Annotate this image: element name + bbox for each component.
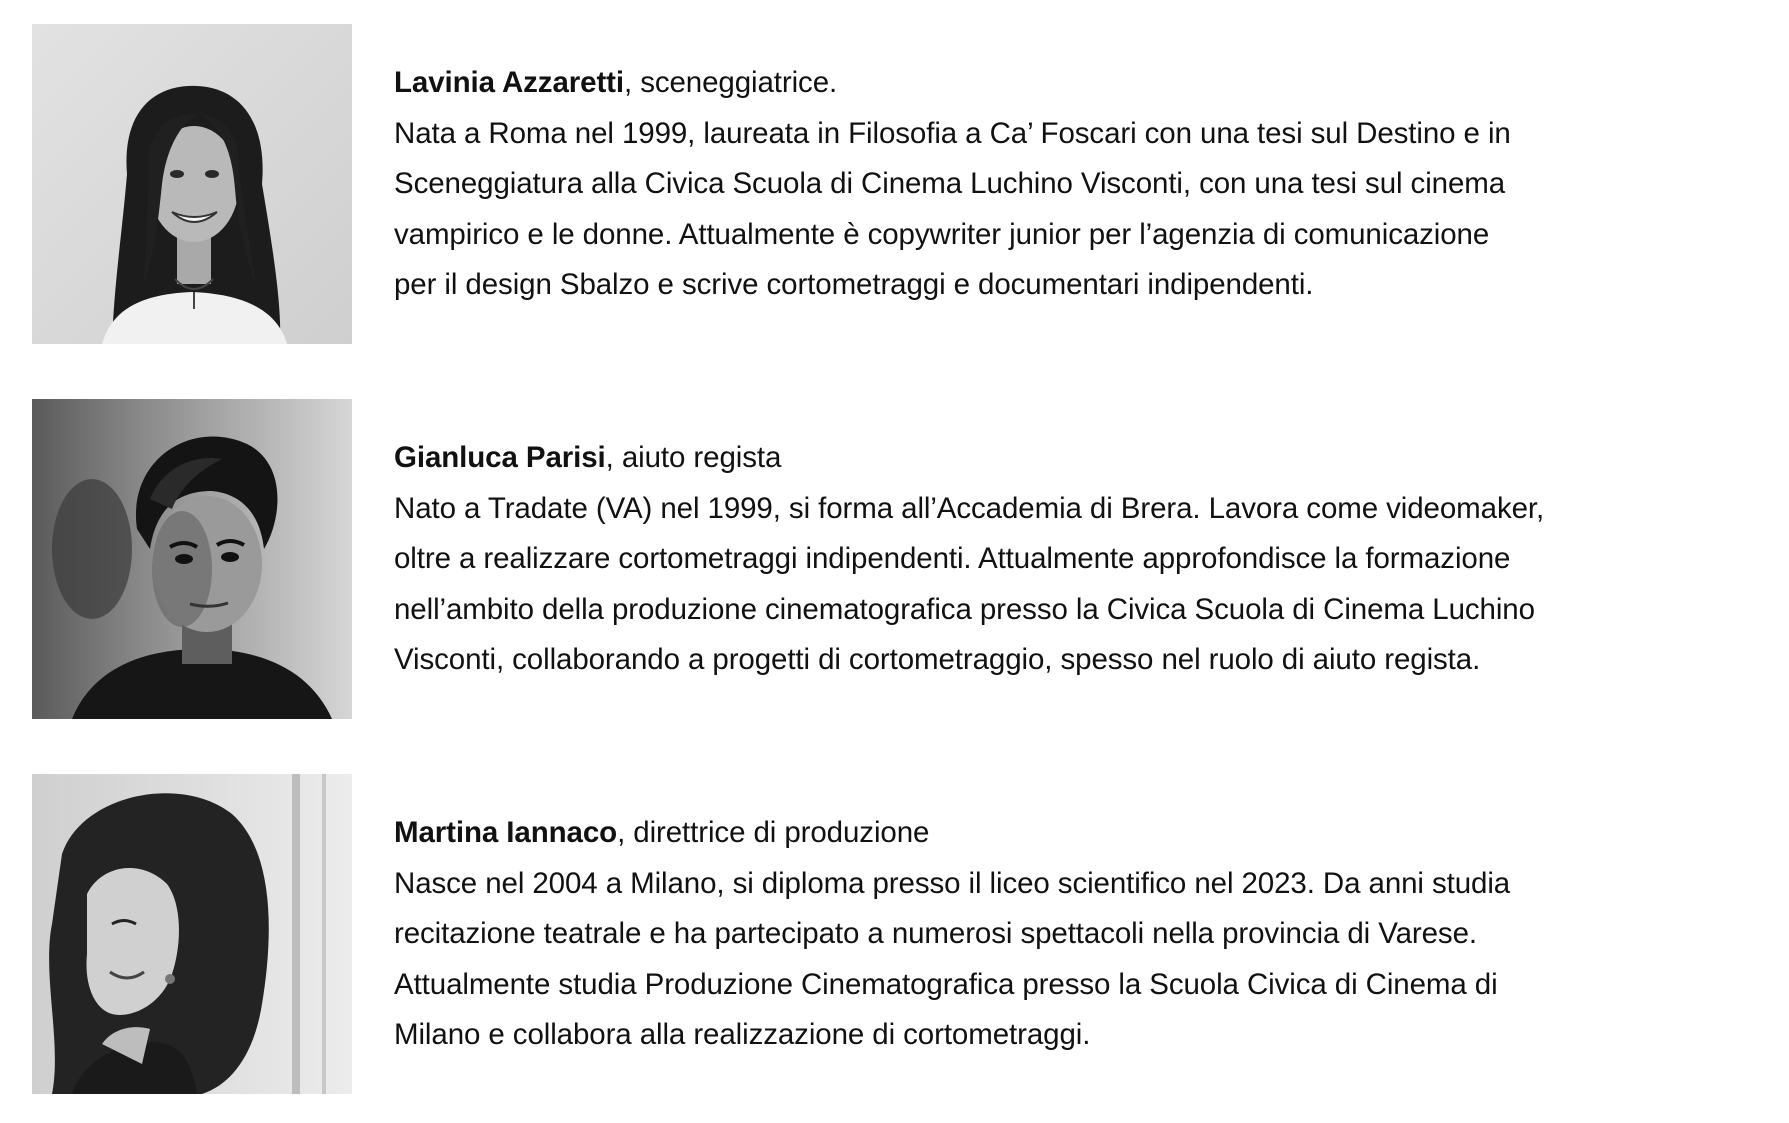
bio-line: Visconti, collaborando a progetti di cortometraggio, spesso nel ruolo di aiuto regista. [394,643,1481,676]
bio-martina-iannaco [32,774,1732,1094]
bio-line: oltre a realizzare cortometraggi indipendenti. Attualmente approfondisce la formazione [394,542,1511,575]
bio-line: Nata a Roma nel 1999, laureata in Filosofia a Ca’ Foscari con una tesi sul Destino e in [394,116,1511,150]
person-role: , aiuto regista [605,441,782,474]
person-name: Lavinia Azzaretti [394,66,624,99]
bio-line: Nasce nel 2004 a Milano, si diploma presso il liceo scientifico nel 2023. Da anni studia [394,866,1511,900]
bio-line: Attualmente studia Produzione Cinematografica presso la Scuola Civica di Cinema di [394,967,1498,1001]
person-name: Martina Iannaco [394,816,618,849]
bio-lavinia-azzaretti [32,24,1732,344]
bio-text-lavinia [394,58,1724,311]
bio-line: vampirico e le donne. Attualmente è copywriter junior per l’agenzia di comunicazione [394,217,1490,251]
portrait-photo-martina [32,774,352,1094]
portrait-photo-lavinia [32,24,352,344]
bio-line: recitazione teatrale e ha partecipato a numerosi spettacoli nella provincia di Varese. [394,917,1477,950]
bio-gianluca-parisi [32,399,1732,719]
bio-line: Sceneggiatura alla Civica Scuola di Cinema Luchino Visconti, con una tesi sul cinema [394,167,1506,200]
bio-line: nell’ambito della produzione cinematografica presso la Civica Scuola di Cinema Luchino [394,592,1535,626]
bio-heading [394,58,1724,109]
portrait-photo-gianluca [32,399,352,719]
person-role: , sceneggiatrice. [624,66,838,99]
bio-line: Milano e collabora alla realizzazione di cortometraggi. [394,1018,1091,1051]
bio-line: Nato a Tradate (VA) nel 1999, si forma all’Accademia di Brera. Lavora come videomaker, [394,491,1545,525]
person-role: , direttrice di produzione [617,816,930,849]
bio-heading [394,433,1724,484]
bio-text-martina [394,808,1724,1061]
bio-text-gianluca [394,433,1724,686]
bio-heading [394,808,1724,859]
bio-line: per il design Sbalzo e scrive cortometraggi e documentari indipendenti. [394,268,1314,301]
person-name: Gianluca Parisi [394,441,606,474]
